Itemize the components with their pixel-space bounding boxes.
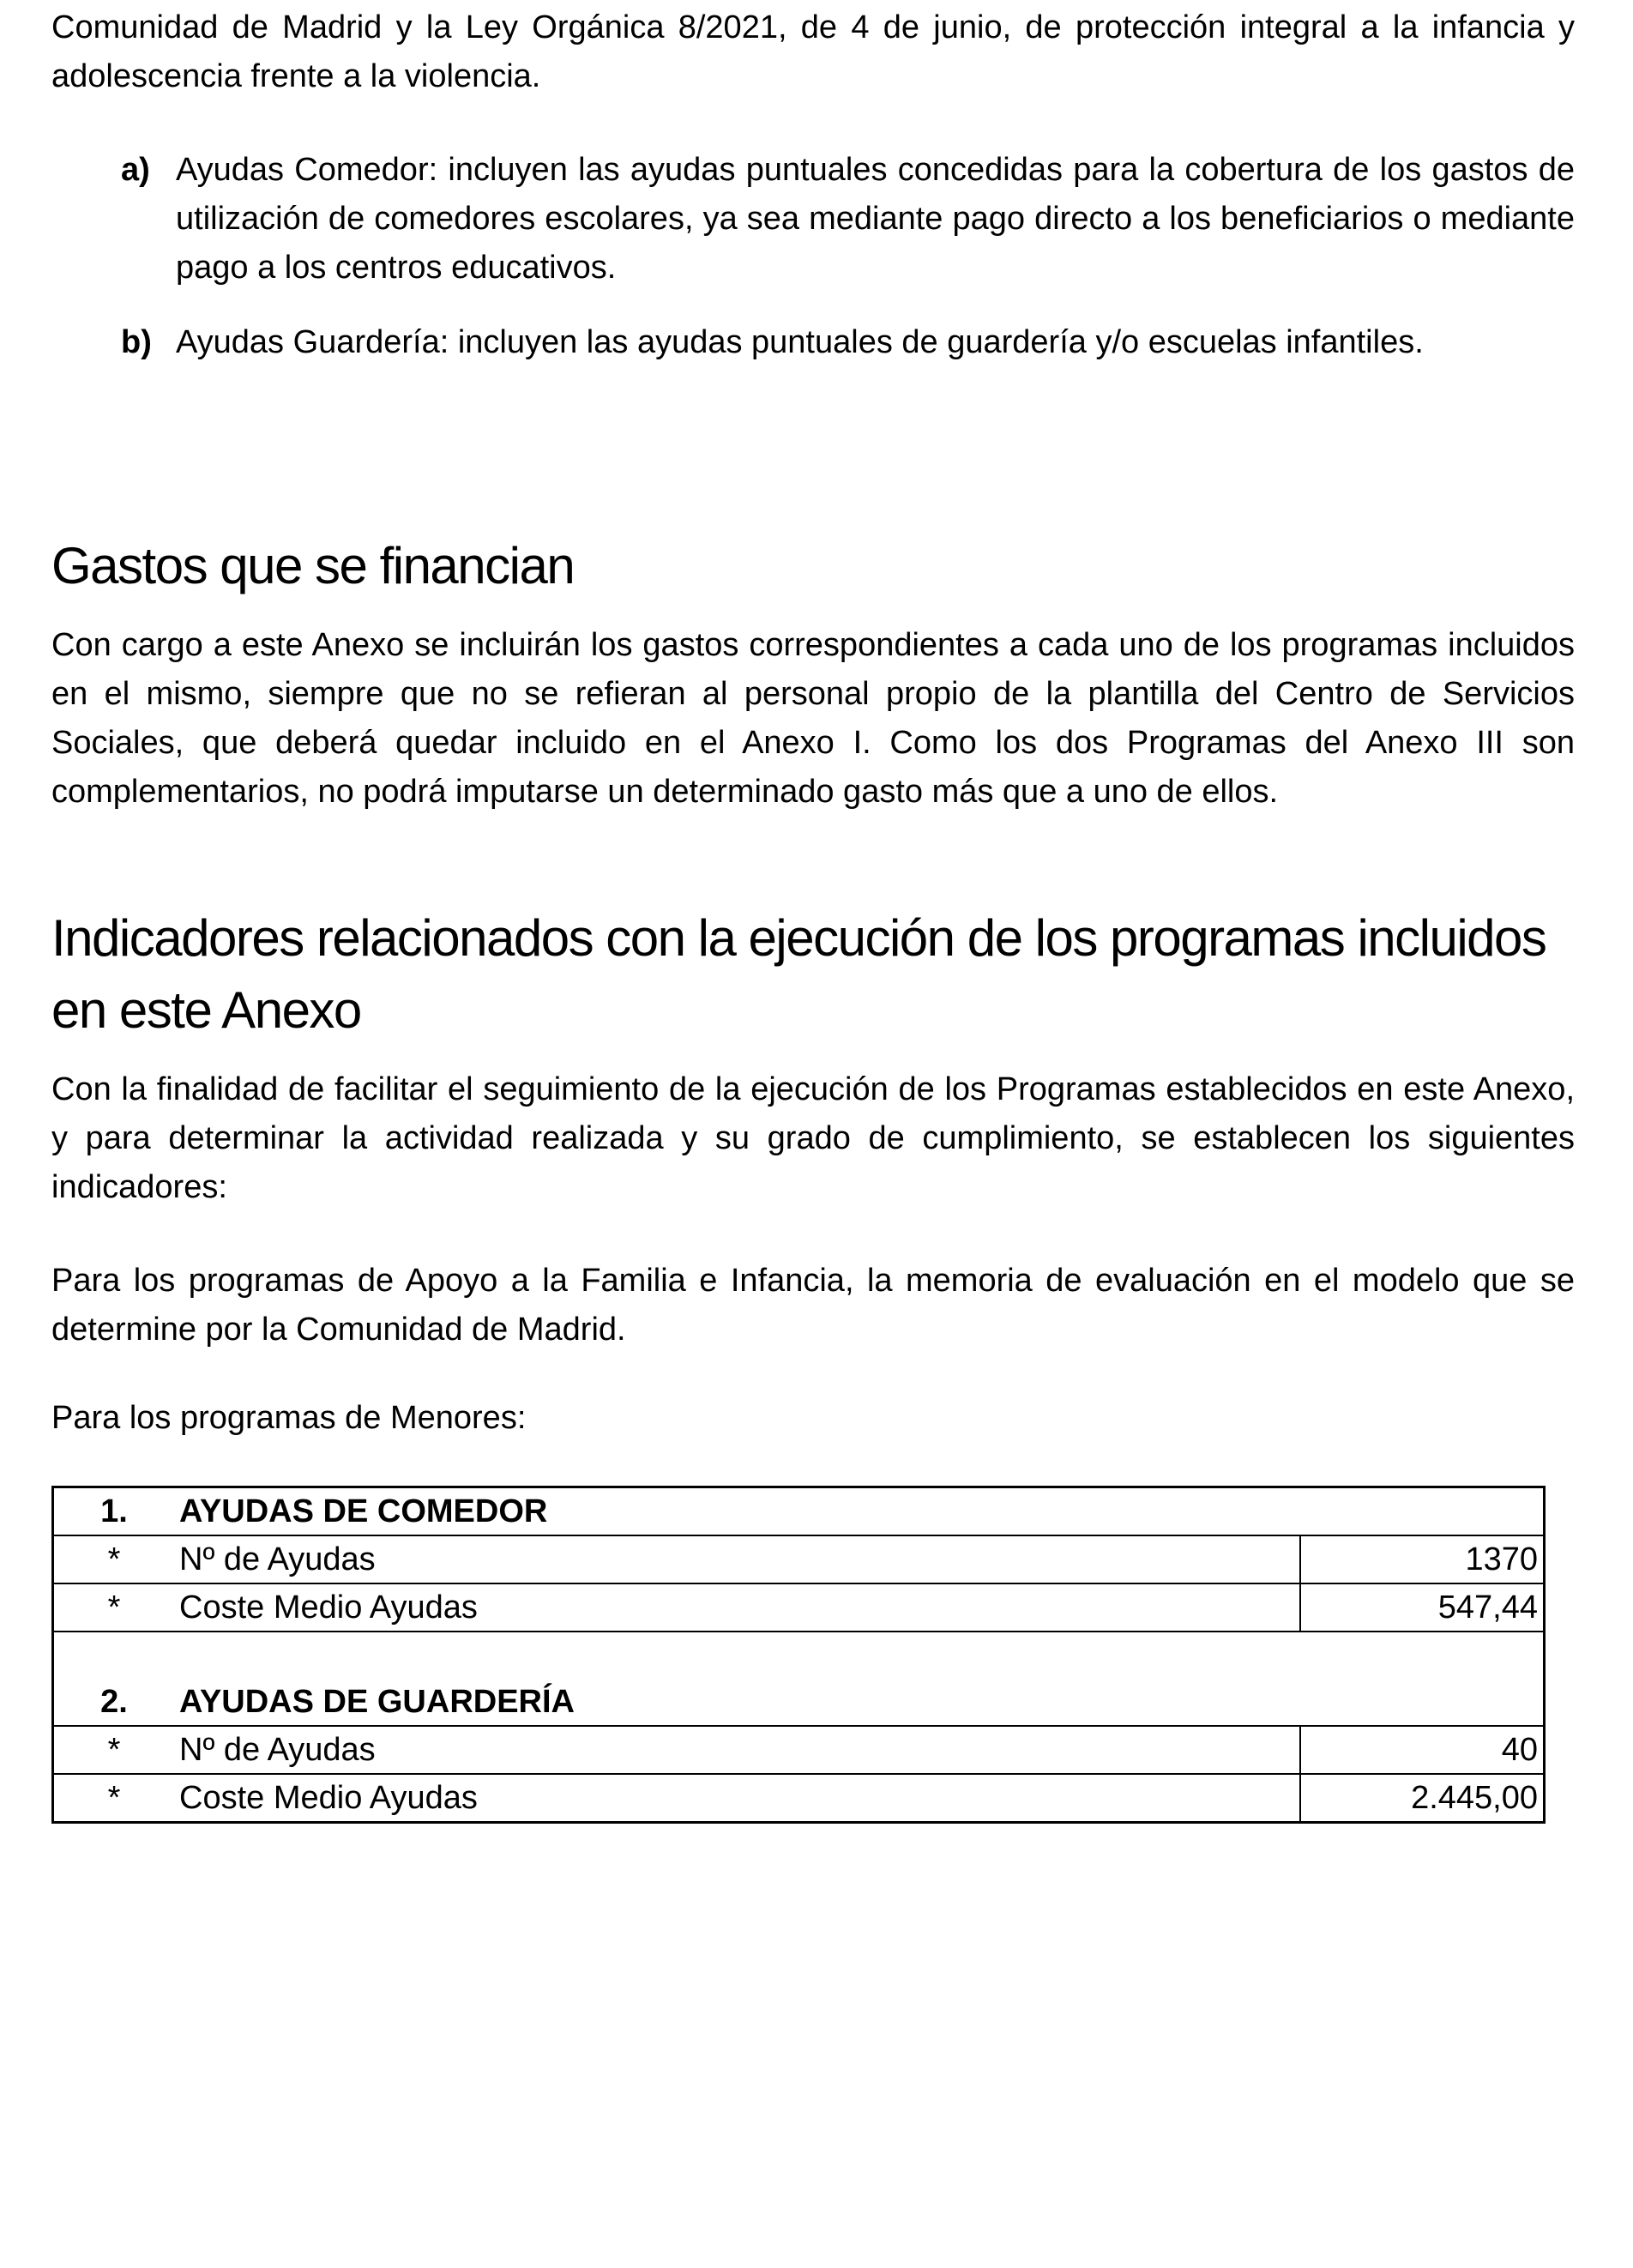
gastos-paragraph: Con cargo a este Anexo se incluirán los gastos correspondientes a cada uno de los programas incluidos en el mismo, siempre que no se refieran al personal propio de la plantilla del Centro de Servicios Sociales, que deberá quedar incluido en el Anexo I. Como los dos Programas del Anexo III son complementarios, no podrá imputarse un determinado gasto más que a uno de ellos.: [51, 627, 1575, 810]
list-item-text: Ayudas Comedor: incluyen las ayudas puntuales concedidas para la cobertura de los gastos de utilización de comedores escolares, ya sea mediante pago directo a los beneficiarios o mediante pago a los centros educativos.: [176, 152, 1575, 286]
menores-paragraph: Para los programas de Menores:: [51, 1400, 527, 1436]
table-row: [53, 1583, 1545, 1632]
row-value: 2.445,00: [1300, 1774, 1545, 1823]
row-value: 1370: [1300, 1535, 1545, 1583]
list-marker: b): [121, 324, 152, 360]
heading-gastos: Gastos que se financian: [51, 537, 575, 594]
row-value: 40: [1300, 1726, 1545, 1774]
group-title: AYUDAS DE GUARDERÍA: [174, 1679, 1545, 1726]
table-group-header: [53, 1487, 1545, 1536]
intro-paragraph: Comunidad de Madrid y la Ley Orgánica 8/2021, de 4 de junio, de protección integral a la infancia y adolescencia frente a la violencia.: [51, 9, 1575, 94]
row-bullet: *: [53, 1726, 175, 1774]
row-label: Nº de Ayudas: [174, 1726, 1300, 1774]
list-marker: a): [121, 152, 150, 188]
table-row: [53, 1726, 1545, 1774]
familia-paragraph: Para los programas de Apoyo a la Familia e Infancia, la memoria de evaluación en el modelo que se determine por la Comunidad de Madrid.: [51, 1263, 1575, 1348]
row-value: 547,44: [1300, 1583, 1545, 1632]
heading-indicadores: Indicadores relacionados con la ejecución de los programas incluidos en este Anexo: [51, 909, 1546, 1039]
row-bullet: *: [53, 1535, 175, 1583]
group-title: AYUDAS DE COMEDOR: [174, 1487, 1545, 1536]
indicators-table: [51, 1486, 1546, 1824]
table-spacer-row: [53, 1632, 1545, 1679]
table-group-header: [53, 1679, 1545, 1726]
group-number: 2.: [53, 1679, 175, 1726]
group-number: 1.: [53, 1487, 175, 1536]
table-row: [53, 1535, 1545, 1583]
list-item-ayudas-comedor: [121, 146, 1575, 293]
indicadores-paragraph: Con la finalidad de facilitar el seguimiento de la ejecución de los Programas establecidos en este Anexo, y para determinar la actividad realizada y su grado de cumplimiento, se establecen los siguientes indicadores:: [51, 1071, 1575, 1205]
row-label: Nº de Ayudas: [174, 1535, 1300, 1583]
row-bullet: *: [107, 1780, 121, 1816]
table-row: [53, 1774, 1545, 1823]
list-item-text: Ayudas Guardería: incluyen las ayudas puntuales de guardería y/o escuelas infantiles.: [176, 324, 1424, 360]
row-label: Coste Medio Ayudas: [179, 1780, 478, 1816]
row-label: Coste Medio Ayudas: [174, 1583, 1300, 1632]
list-item-ayudas-guarderia: [121, 318, 1575, 367]
row-bullet: *: [53, 1583, 175, 1632]
